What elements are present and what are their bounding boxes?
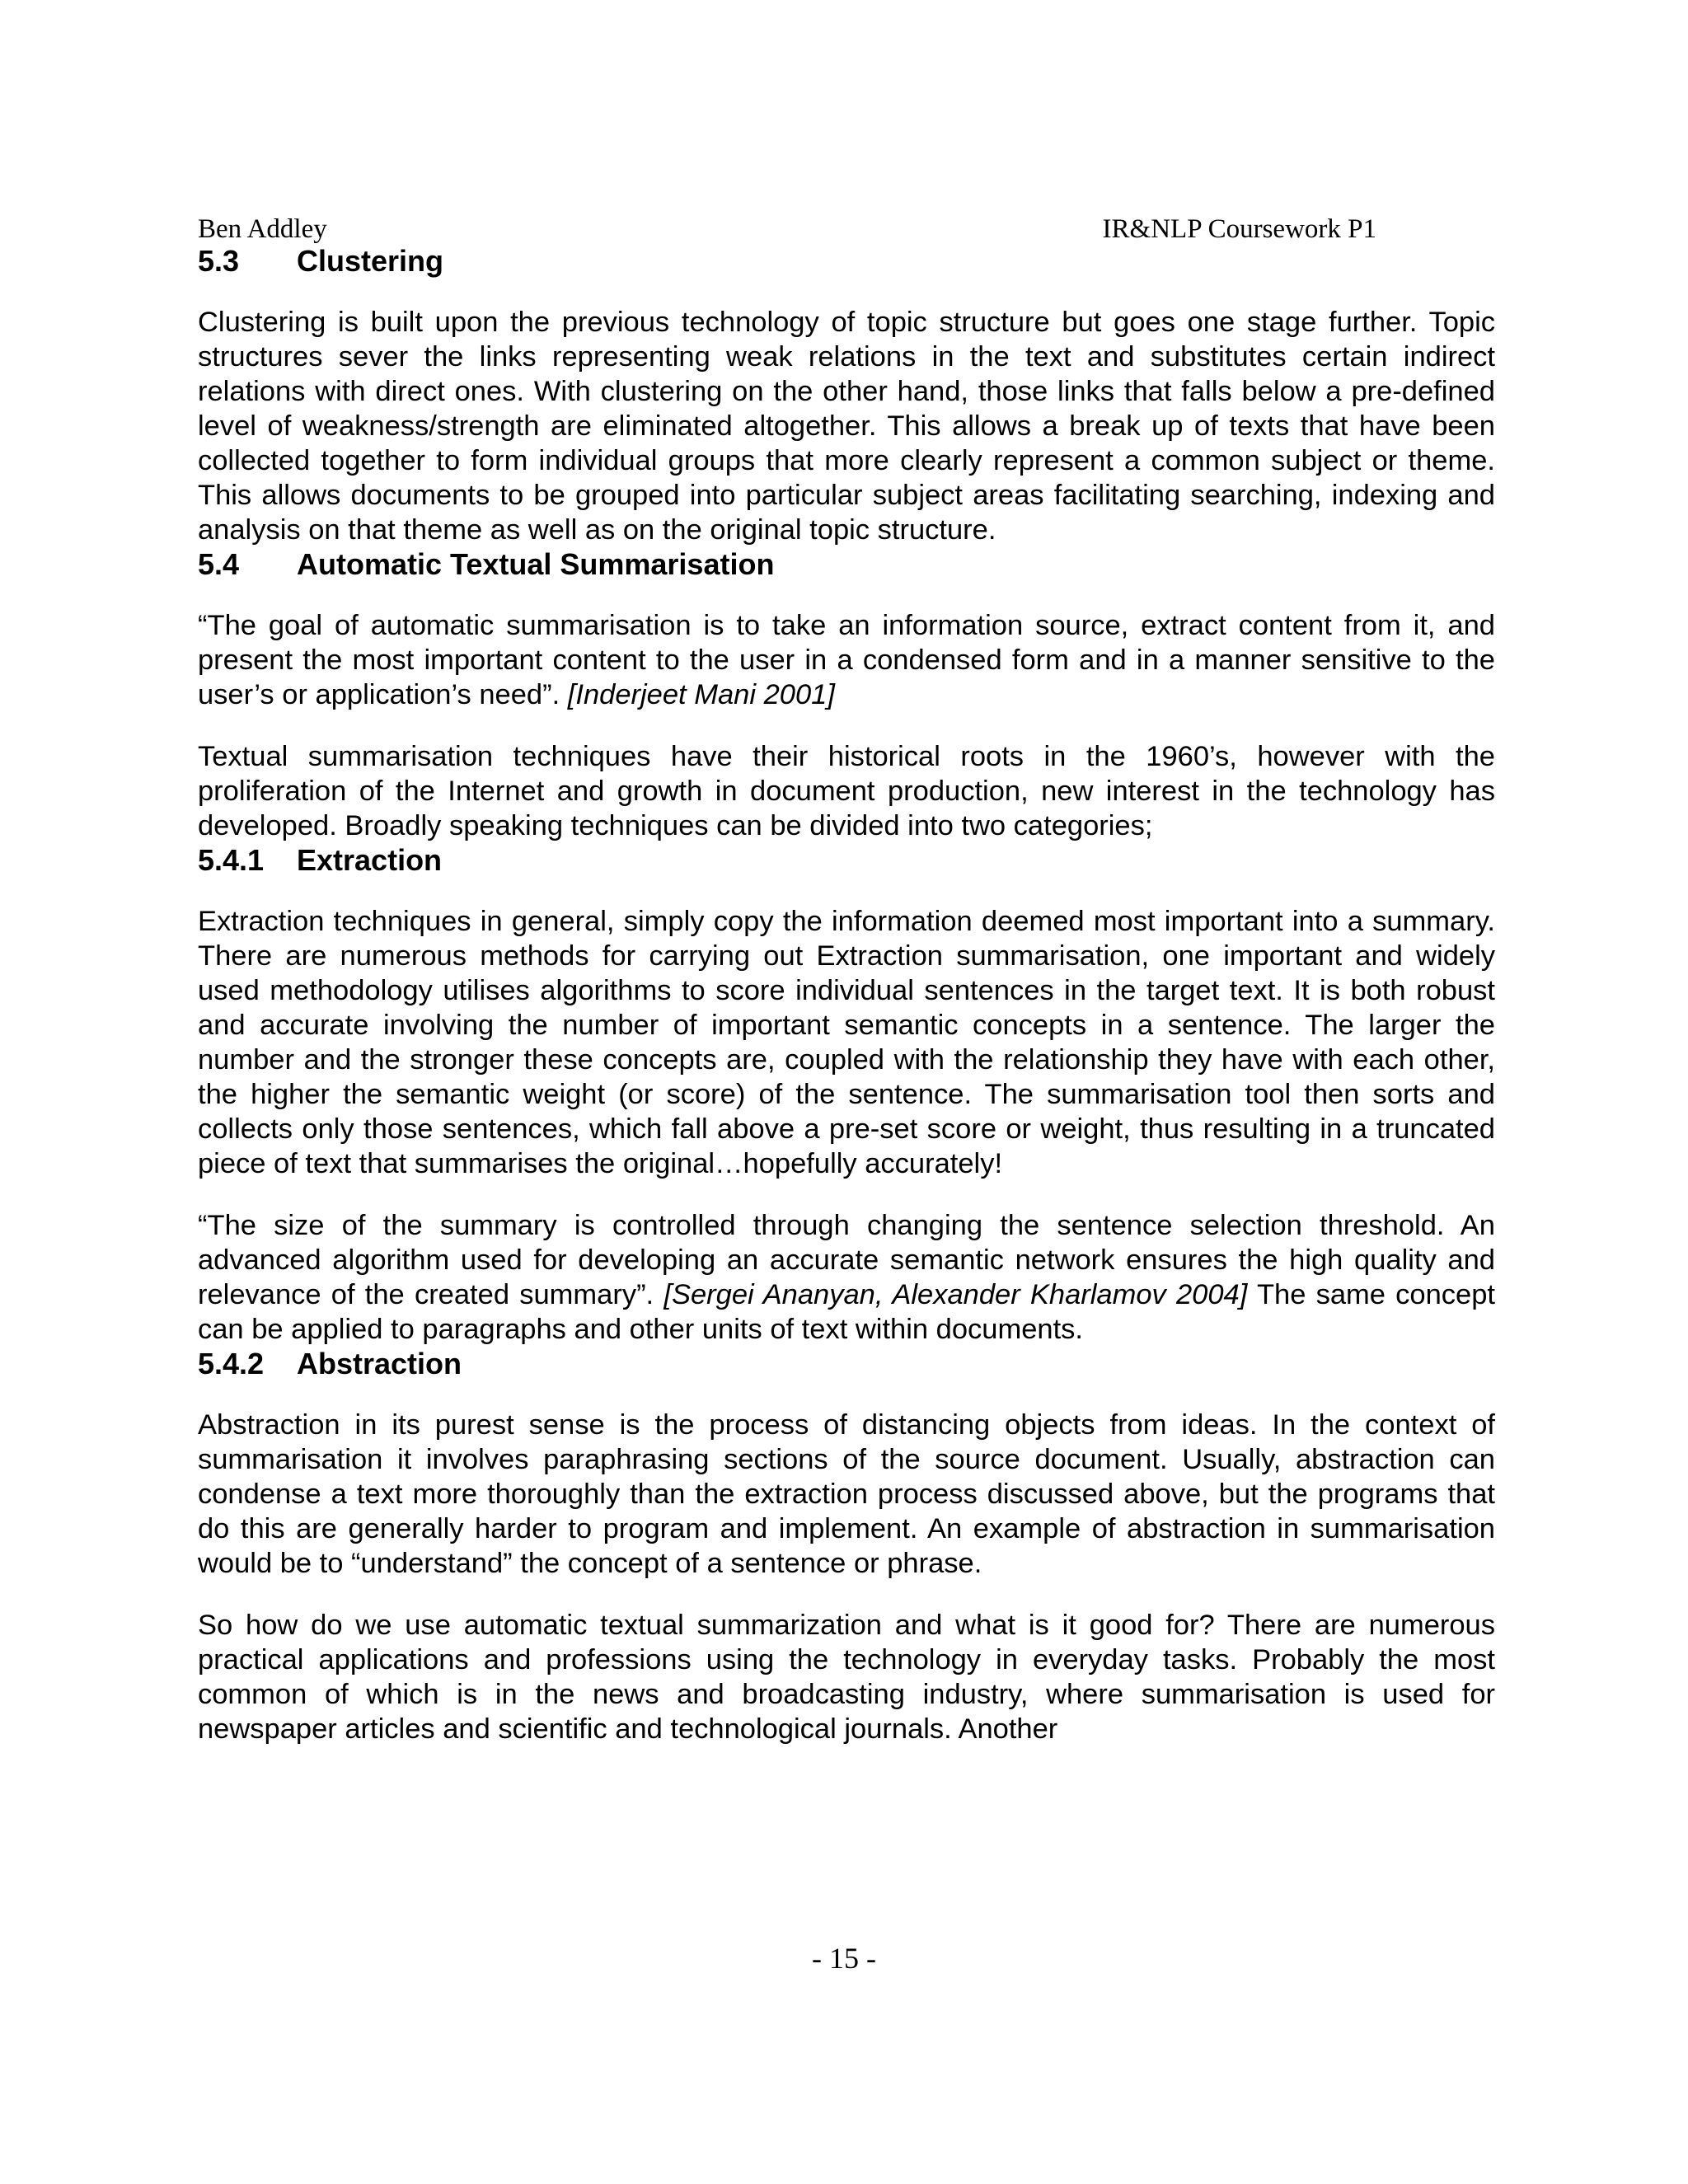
header-author: Ben Addley [198,214,327,244]
section-title: Clustering [297,244,444,278]
section-heading-extraction [198,843,1495,878]
section-number: 5.4.2 [198,1347,265,1380]
extraction-paragraph: Extraction techniques in general, simply copy the information deemed most important into a summary. There are numerous methods for carrying out Extraction summarisation, one important and widely used methodology utilises algorithms to score individual sentences in the target text. It is both robust and accurate involving the number of important semantic concepts in a sentence. The larger the number and the stronger these concepts are, coupled with the relationship they have with each other, the higher the semantic weight (or score) of the sentence. The summarisation tool then sorts and collects only those sentences, which fall above a pre-set score or weight, thus resulting in a truncated piece of text that summarises the original…hopefully accurately! [198,906,1495,1179]
section-title: Abstraction [297,1347,462,1380]
section-heading-clustering [198,244,1495,279]
abstraction-applications-paragraph: So how do we use automatic textual summarization and what is it good for? There are numerous practical applications and professions using the technology in everyday tasks. Probably the most common of which is in the news and broadcasting industry, where summarisation is used for newspaper articles and scientific and technological journals. Another [198,1610,1495,1745]
header-course-title: IR&NLP Coursework P1 [1102,214,1376,244]
summarisation-quote-paragraph [198,608,1495,712]
page-body [198,244,1495,1746]
summarisation-quote-citation: [Inderjeet Mani 2001] [567,679,835,710]
summarisation-history-paragraph: Textual summarisation techniques have their historical roots in the 1960’s, however with the proliferation of the Internet and growth in document production, new interest in the technology has developed. Broadly speaking techniques can be divided into two categories; [198,741,1495,841]
clustering-paragraph: Clustering is built upon the previous technology of topic structure but goes one stage further. Topic structures sever the links representing weak relations in the text and substitutes certain indirect relations with direct ones. With clustering on the other hand, those links that falls below a pre-defined level of weakness/strength are eliminated altogether. This allows a break up of texts that have been collected together to form individual groups that more clearly represent a common subject or theme. This allows documents to be grouped into particular subject areas facilitating searching, indexing and analysis on that theme as well as on the original topic structure. [198,307,1495,546]
extraction-quote-followup: The same concept can be applied to paragraphs and other units of text within documents. [198,1279,1496,1345]
section-heading-abstraction [198,1347,1495,1381]
section-heading-summarisation [198,547,1495,582]
section-number: 5.3 [198,244,240,278]
extraction-quote-paragraph [198,1208,1495,1347]
abstraction-paragraph: Abstraction in its purest sense is the process of distancing objects from ideas. In the context of summarisation it involves paraphrasing sections of the source document. Usually, abstraction can condense a text more thoroughly than the extraction process discussed above, but the programs that do this are generally harder to program and implement. An example of abstraction in summarisation would be to “understand” the concept of a sentence or phrase. [198,1409,1495,1579]
running-header [198,213,1376,246]
section-number: 5.4.1 [198,843,265,877]
section-title: Automatic Textual Summarisation [297,547,775,581]
extraction-quote: “The size of the summary is controlled through changing the sentence selection threshold. An advanced algorithm used for developing an accurate semantic network ensures the high quality and relevance of the created summary”. [198,1210,1495,1310]
section-title: Extraction [297,843,443,877]
section-number: 5.4 [198,547,240,581]
summarisation-quote: “The goal of automatic summarisation is to take an information source, extract content from it, and present the most important content to the user in a condensed form and in a manner sensitive to the user’s or application’s need”. [198,610,1495,710]
page-number: - 15 - [812,1942,876,1975]
extraction-quote-citation: [Sergei Ananyan, Alexander Kharlamov 2004] [663,1279,1248,1310]
